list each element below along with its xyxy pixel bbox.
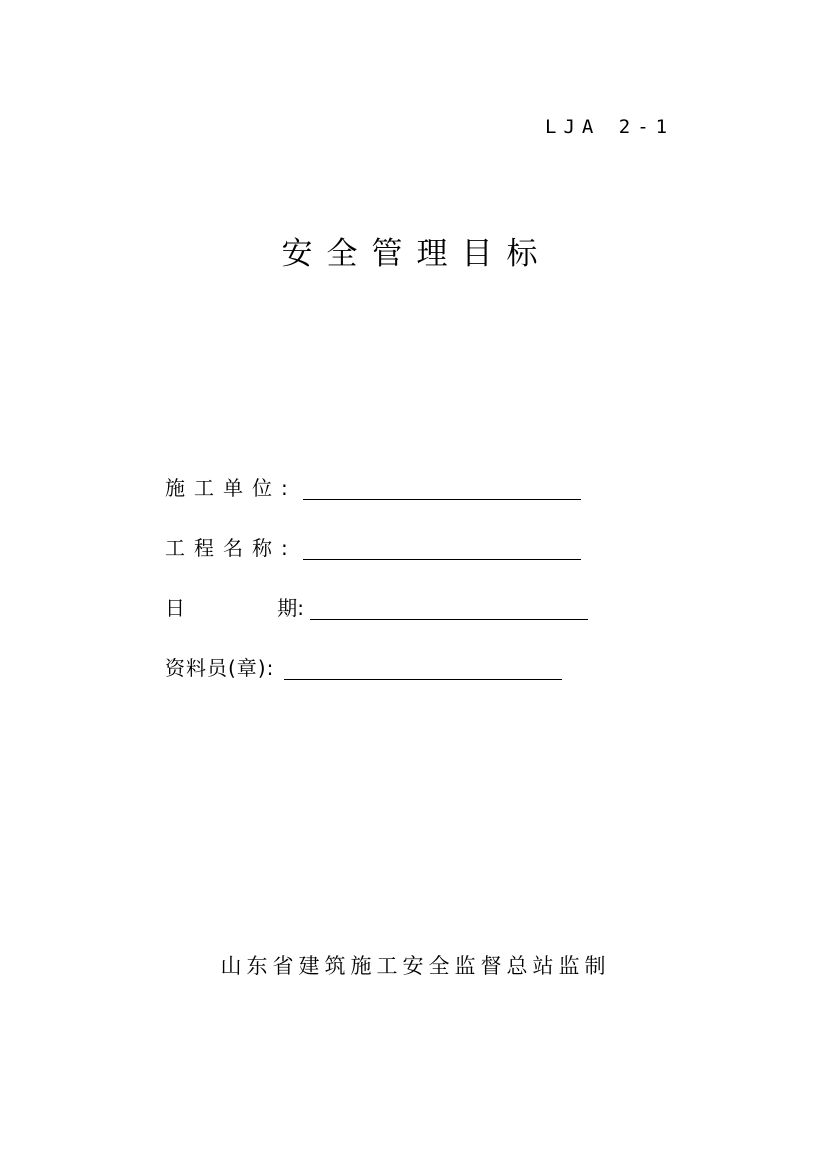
- field-label-date: [165, 596, 304, 620]
- field-label-construction-unit: 施工单位:: [165, 476, 297, 500]
- field-label-project-name: 工程名称:: [165, 536, 297, 560]
- document-title: 安全管理目标: [281, 236, 552, 272]
- field-records-clerk: [165, 652, 562, 680]
- issuer-line: 山东省建筑施工安全监督总站监制: [220, 954, 611, 978]
- field-line-records-clerk[interactable]: [284, 657, 562, 680]
- field-line-construction-unit[interactable]: [303, 477, 581, 500]
- field-construction-unit: [165, 472, 581, 500]
- field-label-date-right: 期:: [277, 596, 304, 620]
- field-project-name: [165, 532, 581, 560]
- field-line-date[interactable]: [310, 597, 588, 620]
- field-label-records-clerk: 资料员(章):: [165, 656, 275, 680]
- field-label-date-left: 日: [165, 596, 185, 620]
- field-date: [165, 592, 588, 620]
- field-line-project-name[interactable]: [303, 537, 581, 560]
- form-code: LJA 2-1: [545, 116, 675, 138]
